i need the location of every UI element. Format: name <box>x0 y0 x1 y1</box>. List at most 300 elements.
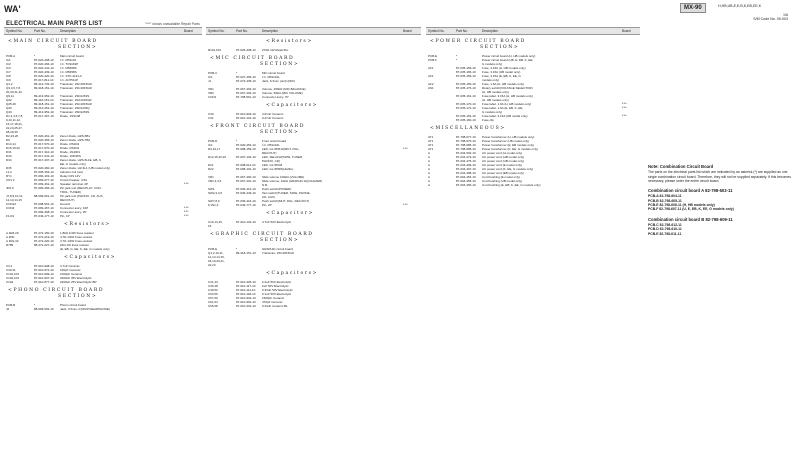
section-subtitle: SECTION> <box>480 45 520 50</box>
cell-desc: Ground <box>60 202 71 206</box>
cell-desc: Zener diode, HZS-7B2 <box>60 138 91 142</box>
cell-desc: REC/OUT) <box>60 198 75 202</box>
header-part: Part No. <box>34 29 46 33</box>
header-board: Board <box>184 29 193 33</box>
model-header <box>680 3 790 21</box>
cell-desc: 0.33uF 50V Electrolytic <box>262 288 293 292</box>
cell-part: 87-272-150-10 <box>34 231 54 235</box>
subsection-title: <Capacitors> <box>266 103 319 108</box>
cell-symbol: C104 <box>6 280 14 284</box>
cell-symbol: D33 <box>6 154 12 158</box>
cell-symbol: A <box>428 159 431 163</box>
subsection-heading <box>206 267 421 280</box>
cell-symbol: C49,52 <box>208 288 218 292</box>
cell-desc: 22Ω 1W Fuse resistor <box>60 243 90 247</box>
cell-part: 87-034-497-10 <box>456 167 476 171</box>
model-variants: H,HB,UB,E,E,B,K,EB,EE,K <box>718 4 762 8</box>
cell-symbol: C3,4 <box>6 264 13 268</box>
cell-part: 87-035-170-10 <box>456 102 476 106</box>
cell-desc: LED, SEL2110(TAPE, TUNER, <box>262 155 304 159</box>
cell-part: 87-036-449-10 <box>236 191 256 195</box>
cell-desc: 0.1uF 50V Electrolytic <box>262 292 292 296</box>
table-row <box>206 263 421 267</box>
cell-desc <box>262 224 403 228</box>
cell-desc: Fuse label, 3.15A (H, HB models only) <box>482 94 533 98</box>
cell-symbol: AT1 <box>428 135 434 139</box>
header-symbol: Symbol No. <box>6 29 23 33</box>
cell-desc: I.C. M51132L <box>262 143 280 147</box>
cell-symbol: D13,14 <box>6 142 16 146</box>
cell-symbol: IC1 <box>208 75 213 79</box>
section-heading <box>426 122 640 135</box>
cell-part: 87-099-468-10 <box>34 210 54 214</box>
cell-desc: EE, G models only) <box>60 162 86 166</box>
cell-board: *** <box>184 206 189 210</box>
cell-desc: 1500pF Ceramic <box>262 296 285 300</box>
cell-symbol: 20,30,31,40 <box>6 90 22 94</box>
cell-part: 87-099-677-10 <box>34 178 54 182</box>
cell-board <box>622 183 640 187</box>
cell-desc: 4.61nF Ceramic <box>262 112 284 116</box>
board-b-line: PCB-E 82-798-611-11 <box>648 231 682 236</box>
cell-part: 87-010-932-10 <box>236 296 256 300</box>
cell-desc: AC power cord (UB model only) <box>482 159 525 163</box>
cell-symbol: Q1,2,10,11, <box>208 251 224 255</box>
cell-part: 87-008-159-10 <box>236 147 256 151</box>
cell-desc: Tact switch(TUNER, TAPE, PHONE, <box>262 191 311 195</box>
cell-part: 87-010-962-10 <box>236 300 256 304</box>
cell-part: 87-010-301-10 <box>236 304 256 308</box>
section-heading <box>4 284 202 303</box>
cell-desc: Slide volume, 10kΩ (GRAPHIC EQUALIZER) <box>262 179 323 183</box>
subsection-heading <box>206 35 421 48</box>
cell-symbol: PCB-C <box>208 71 218 75</box>
cell-symbol: 22,23 <box>208 263 216 267</box>
cell-part: 87-067-400-10 <box>236 175 256 179</box>
section-subtitle: SECTION> <box>260 238 300 243</box>
cell-part: 88-099-661-10 <box>34 194 54 198</box>
cell-part: 87-073-435-10 <box>236 79 256 83</box>
cell-part: 87-010-118-10 <box>236 292 256 296</box>
cell-part: 87-027-405-10 <box>236 75 256 79</box>
cell-symbol: C102,103 <box>6 276 20 280</box>
cell-board <box>403 224 421 228</box>
cell-symbol: 16 <box>208 224 212 228</box>
cell-part: 87-020-408-10 <box>34 58 54 62</box>
board-b-line: PCB-D 82-798-610-11 <box>648 227 682 232</box>
section-subtitle: SECTION> <box>58 294 98 299</box>
cell-part: 89-318-151-10 <box>34 86 54 90</box>
page-number: 1/6 S/M Code No. 09-003 <box>753 13 788 21</box>
cell-symbol: J2 <box>6 307 10 311</box>
header-part: Part No. <box>456 29 468 33</box>
cell-board: *** <box>184 182 189 186</box>
cell-part: 87-008-101-10 <box>236 167 256 171</box>
section-title: <FRONT CIRCUIT BOARD <box>210 124 306 129</box>
cell-desc: 4.7nF Ceramic <box>60 264 80 268</box>
cell-part: 87-036-412-10 <box>236 187 256 191</box>
cell-desc: Pin, 1P <box>60 214 70 218</box>
cell-desc: Main circuit board <box>60 54 84 58</box>
cell-symbol: AF2 <box>428 82 434 86</box>
header-desc: Description <box>262 29 278 33</box>
cell-board: *** <box>622 106 627 110</box>
section-heading <box>426 35 640 54</box>
table-row <box>206 116 421 120</box>
cell-desc: Power circuit board (H, HB models only) <box>482 54 536 58</box>
cell-symbol: R785 <box>6 243 14 247</box>
cell-part: 87-004-456-10 <box>456 183 476 187</box>
cell-symbol: PCB-E <box>428 54 438 58</box>
cell-desc: I.C. M51132L <box>262 75 280 79</box>
cell-desc: 4.7uF 50V Electrolytic <box>262 220 292 224</box>
header-desc: Description <box>60 29 76 33</box>
cell-symbol: A <box>428 171 431 175</box>
cell-part: 87-035-160-10 <box>456 118 476 122</box>
cell-symbol: Q22 <box>6 98 12 102</box>
parts-column-1 <box>4 27 202 311</box>
cell-part: 87-004-454-10 <box>456 175 476 179</box>
cell-symbol: AT1 <box>428 147 434 151</box>
section-heading <box>4 35 202 54</box>
section-subtitle: SECTION> <box>260 130 300 135</box>
cell-desc: Circuit breaker, 3.5A <box>60 178 88 182</box>
header-symbol: Symbol No. <box>208 29 225 33</box>
cell-symbol: CON4 <box>6 206 15 210</box>
cell-desc: Diode, 1N4001 <box>60 150 81 154</box>
cell-part: 87-010-111-10 <box>236 288 256 292</box>
combo-note-heading: Note: Combination Circuit Board <box>648 164 714 169</box>
section-subtitle: SECTION> <box>58 45 98 50</box>
cell-part: 87-798-670-10 <box>456 139 476 143</box>
cell-desc: 4.7Ω 1/4W Fuse resistor <box>60 239 93 243</box>
cell-symbol: Q3,4,5,7,8, <box>6 86 21 90</box>
board-a-line: PCB-B 82-798-605-11 <box>648 198 682 203</box>
cell-symbol: D15,19,20 <box>6 146 20 150</box>
table-row <box>4 214 202 218</box>
cell-part: 87-010-117-10 <box>236 284 256 288</box>
cell-board: *** <box>403 203 408 207</box>
cell-part: 87-020-409-10 <box>34 70 54 74</box>
cell-desc: REC/OUT) <box>262 151 277 155</box>
cell-desc: I.C. M5658S <box>60 70 77 74</box>
cell-desc: Volume, 250kΩ (MIC BALANCE) <box>262 87 306 91</box>
cell-symbol: PCB-A <box>6 54 16 58</box>
cell-board: *** <box>184 214 189 218</box>
cell-desc: Transistor, 2SD1245Q <box>60 106 90 110</box>
cell-part: 87-034-499-10 <box>456 163 476 167</box>
subsection-heading <box>206 207 421 220</box>
page-corner-mark: WA' <box>4 4 21 14</box>
cell-desc: Pin jack unit (PHONO, CD, AUX, <box>60 194 104 198</box>
cell-desc: I.C. AN7511P <box>60 78 78 82</box>
cell-part: 87-010-972-10 <box>34 268 54 272</box>
cell-part: 87-034-475-10 <box>456 159 476 163</box>
cell-part: 89-318-151-10 <box>236 251 256 255</box>
cell-part: 89-110-151-10 <box>34 98 54 102</box>
cell-desc: Transistor, 2SC1815GR <box>262 251 294 255</box>
cell-desc: Zener diode, HZ-3L1 (UB model only) <box>60 166 111 170</box>
cell-desc: Zener diode, HZS-5L1E, EB, K, <box>60 158 102 162</box>
cell-symbol: IC1 <box>208 143 213 147</box>
cell-symbol: 9,10,11,12, <box>6 118 21 122</box>
parts-column-2 <box>206 27 421 308</box>
cell-desc: AC power cord (H model only) <box>482 151 523 155</box>
cell-part: 87-049-177-10 <box>34 214 54 218</box>
cell-part: 87-035-176-10 <box>456 86 476 90</box>
cell-part: * <box>236 139 238 143</box>
cell-symbol: Q1,2 <box>6 82 13 86</box>
cell-desc: Transistor, 2SD1263S <box>60 94 90 98</box>
cell-board <box>622 118 640 122</box>
cell-desc: 3300uF 35V Electrolytic <box>60 276 92 280</box>
cell-desc: Speaker terminal, 2P <box>60 182 89 186</box>
cell-symbol: A.R31,32 <box>6 239 19 243</box>
cell-part: 87-010-938-10 <box>34 264 54 268</box>
cell-part: 87-067-401-10 <box>236 179 256 183</box>
table-header <box>206 27 421 35</box>
cell-desc: Diode, 10D4DS <box>60 154 81 158</box>
board-a-line: PCB-E 82-798-606-11 (H, HB models only) <box>648 203 715 208</box>
header-symbol: Symbol No. <box>428 29 445 33</box>
cell-part: * <box>34 303 36 307</box>
cell-symbol: J7,8,9,10,11, <box>6 194 24 198</box>
cell-part <box>236 263 262 267</box>
cell-desc: I.C. M5658S <box>60 66 77 70</box>
cell-desc: I.C. M51132 <box>60 58 77 62</box>
cell-symbol: D3,10,17 <box>208 147 221 151</box>
subsection-heading <box>206 99 421 112</box>
cell-desc: (H, HB models only) <box>482 98 509 102</box>
cell-part: 87-067-403-10 <box>236 87 256 91</box>
cell-board: *** <box>184 210 189 214</box>
header-board: Board <box>403 29 412 33</box>
cell-symbol: A <box>428 183 431 187</box>
board-a-line: PCB-A 82-798-604-11 <box>648 194 682 199</box>
header-part: Part No. <box>236 29 248 33</box>
cell-symbol: F1,R1 <box>6 214 15 218</box>
cell-symbol: CON12 <box>6 202 17 206</box>
table-row <box>4 247 202 251</box>
cell-symbol: IC3 <box>6 66 11 70</box>
subsection-title: <Capacitors> <box>266 271 319 276</box>
cell-desc: Pin jack unit (REC/PLAY, CON- <box>60 186 102 190</box>
table-row <box>206 203 421 207</box>
cell-part: 87-020-461-10 <box>34 134 54 138</box>
section-heading <box>206 52 421 71</box>
cell-desc: Volume, 50kΩ (MIC VOLUME) <box>262 91 303 95</box>
cell-symbol: D22 <box>208 167 214 171</box>
board-a-line: PCB-F 82-798-607-11 (U, E, EB, K, EE, G models only) <box>648 207 734 212</box>
cell-part: 87-017-811-10 <box>34 78 54 82</box>
cell-desc: Power circuit board (UB, E, EB, K, EE, <box>482 58 534 62</box>
cell-board <box>403 263 421 267</box>
cell-symbol: 12,13,14,15, <box>208 255 225 259</box>
cell-desc: Transistor, 2SC1815GR <box>60 102 92 106</box>
cell-symbol: Q43 <box>6 110 12 114</box>
cell-symbol: VR1 <box>208 87 214 91</box>
cell-part: 87-017-570-10 <box>34 146 54 150</box>
cell-part: 89-212-451-10 <box>34 106 54 110</box>
cell-desc: MIC circuit board <box>262 71 285 75</box>
cell-desc: models only) <box>482 78 500 82</box>
cell-symbol: A.R26,29 <box>6 231 19 235</box>
cell-symbol: A <box>428 167 431 171</box>
cell-desc: I.C. TC9163P <box>60 62 79 66</box>
cell-symbol: VR2,3,4,5 <box>208 179 222 183</box>
cell-symbol: C61,64 <box>208 300 218 304</box>
cell-desc: Jack, 6.3mm (unit) (MIC) <box>262 79 296 83</box>
cell-desc: Cord bushing (UB model only) <box>482 179 523 183</box>
cell-desc: G models only) <box>482 110 503 114</box>
cell-part: 87-049-777-10 <box>236 203 256 207</box>
cell-desc: Transistor, 2SC1815GR <box>60 86 92 90</box>
cell-part: 87-020-465-10 <box>34 138 54 142</box>
table-header <box>426 27 640 35</box>
cell-desc: 470pF Ceramic <box>262 300 283 304</box>
cell-desc: Fuse label, 1.6A (E, EB, K, EE, <box>482 106 524 110</box>
cell-desc: Inductor coil (uH) <box>60 170 83 174</box>
subsection-heading <box>4 218 202 231</box>
cell-part: 89-413-952-10 <box>34 110 54 114</box>
cell-desc: Phono circuit board <box>60 303 86 307</box>
cell-desc: G models only) <box>482 62 503 66</box>
table-row <box>426 118 640 122</box>
cell-desc: Transistor, 2SA1015GR <box>60 98 92 102</box>
cell-part: 87-017-570-10 <box>34 142 54 146</box>
cell-desc: TROL, TUNER) <box>60 190 81 194</box>
cell-symbol: C53,56 <box>208 292 218 296</box>
cell-desc: Fuse, 3.15A (E, EB, K, EE, G <box>482 74 521 78</box>
cell-part: 87-020-460-10 <box>34 166 54 170</box>
cell-symbol: AS1 <box>428 86 434 90</box>
cell-desc: Diode, RS1D2 <box>60 142 80 146</box>
sm-code: S/M Code No. 09-003 <box>753 17 788 21</box>
subsection-title: <Resistors> <box>266 39 313 44</box>
cell-desc: PHONO, CD) <box>262 159 280 163</box>
cell-desc: Diode, 1SS148 <box>60 114 81 118</box>
cell-desc: Push switch(POWER) <box>262 187 292 191</box>
cell-part: 88-272-227-10 <box>34 243 54 247</box>
cell-desc: 270Ω 1W Metal film <box>262 48 289 52</box>
cell-symbol: D1,3,4,5,7,8, <box>6 114 24 118</box>
cell-part: 87-798-686-10 <box>456 147 476 151</box>
cell-symbol: A <box>428 151 431 155</box>
cell-desc: Connector ass'y, 10P <box>60 206 89 210</box>
cell-board: *** <box>403 147 408 151</box>
cell-desc: N.B. <box>262 183 268 187</box>
cell-part: 87-035-161-10 <box>456 94 476 98</box>
cell-desc: (E, EB, G, EE, K, EE, G models only) <box>60 247 110 251</box>
cell-symbol: D2,23,26 <box>6 134 19 138</box>
cell-desc: Rotary switch(VOLTAGE SELECTOR) <box>482 86 533 90</box>
cell-part: 87-010-123-10 <box>236 220 256 224</box>
subsection-title: <Capacitors> <box>64 255 117 260</box>
cell-desc: 2.2uF 50V Electrolytic <box>262 280 292 284</box>
notes-panel <box>648 165 791 242</box>
cell-desc: Slide volume 100kΩ (VOLUME) <box>262 175 305 179</box>
cell-desc: Diode, RS1D2 <box>60 146 80 150</box>
cell-board <box>184 280 202 284</box>
cell-desc: Power transformer (H, HB models only) <box>482 135 535 139</box>
cell-part: 87-099-466-10 <box>34 186 54 190</box>
cell-part: 87-010-101-10 <box>236 116 256 120</box>
table-row <box>4 280 202 284</box>
cell-desc: Cord bushing (E, EB, K, EE, G models only) <box>482 183 541 187</box>
cell-symbol: C57,60 <box>208 296 218 300</box>
cell-part: 87-034-498-10 <box>456 171 476 175</box>
cell-part: 87-067-402-10 <box>236 91 256 95</box>
cell-symbol: Q9,11 <box>6 94 14 98</box>
cell-symbol: D35 <box>6 166 12 170</box>
cell-desc: Pin, 2P <box>262 203 272 207</box>
cell-board <box>403 95 421 99</box>
cell-board: *** <box>622 114 627 118</box>
cell-part: 87-034-502-10 <box>456 151 476 155</box>
table-row <box>426 183 640 187</box>
cell-desc: I.C. STK-4131-2 <box>60 74 82 78</box>
cell-part: 87-007-134-10 <box>236 155 256 159</box>
table-header <box>4 27 202 35</box>
cell-symbol: IC9 <box>6 78 11 82</box>
cell-part: 87-035-159-10 <box>456 74 476 78</box>
cell-desc: AC power cord (HB model only) <box>482 155 525 159</box>
section-subtitle: SECTION> <box>260 62 300 67</box>
section-heading <box>206 228 421 247</box>
section-title: <POWER CIRCUIT BOARD <box>430 39 526 44</box>
cell-desc: AC power cord (K, EE, G models only) <box>482 167 534 171</box>
cell-desc: Fuse, 3.15A (H, HB models only) <box>482 66 526 70</box>
parts-column-3 <box>426 27 640 187</box>
cell-part: 87-017-310-10 <box>34 150 54 154</box>
cell-part: * <box>236 247 238 251</box>
cell-part: 87-010-877-10 <box>34 280 54 284</box>
cell-desc: Connector ass'y, 2P <box>60 210 87 214</box>
cell-desc: 1.8kΩ 1/4W Fuse resistor <box>60 231 94 235</box>
cell-desc: Power transformer (E, EB models only) <box>482 143 535 147</box>
cell-desc: 0.47uF Ceramic <box>262 116 284 120</box>
section-title: <MIC CIRCUIT BOARD <box>210 56 295 61</box>
subsection-heading <box>4 251 202 264</box>
section-title: <GRAPHIC CIRCUIT BOARD <box>210 232 314 237</box>
cell-symbol: SW7,8,9 <box>208 199 220 203</box>
cell-symbol: C30 <box>208 112 214 116</box>
cell-part: 87-034-473-10 <box>456 155 476 159</box>
table-row <box>4 307 202 311</box>
cell-desc: AC power cord (E model only) <box>482 163 523 167</box>
cell-symbol: A.R30 <box>6 235 15 239</box>
cell-board <box>403 304 421 308</box>
cell-symbol: F,1N1,2 <box>208 203 219 207</box>
cell-symbol: 16,17,18,21, <box>6 122 23 126</box>
cell-desc: 1000pF Ceramic <box>60 272 83 276</box>
section-heading <box>206 120 421 139</box>
cell-desc: 4.7Ω 1/4W Fuse resistor <box>60 235 93 239</box>
cell-symbol: IC2 <box>6 62 11 66</box>
cell-desc: LED, GL-5PR8(LEVEL) <box>262 167 294 171</box>
cell-part: 87-025-438-10 <box>236 48 256 52</box>
cell-desc: GRAPHIC circuit board <box>262 247 293 251</box>
cell-desc: 2200uF 25V Electrolytic BP <box>60 280 97 284</box>
cell-part: 87-004-455-10 <box>456 179 476 183</box>
cell-symbol: 28,29,30 <box>6 130 18 134</box>
cell-desc: Jack, 3.5mm-4 (MICP/HEADPHONE) <box>60 307 110 311</box>
cell-symbol: AF1 <box>428 66 434 70</box>
section-title: <MISCELLANEOUS> <box>430 126 506 131</box>
cell-desc: Power transformer (UB model only) <box>482 139 530 143</box>
cell-desc: (H, HB models only) <box>482 90 509 94</box>
table-row <box>206 304 421 308</box>
